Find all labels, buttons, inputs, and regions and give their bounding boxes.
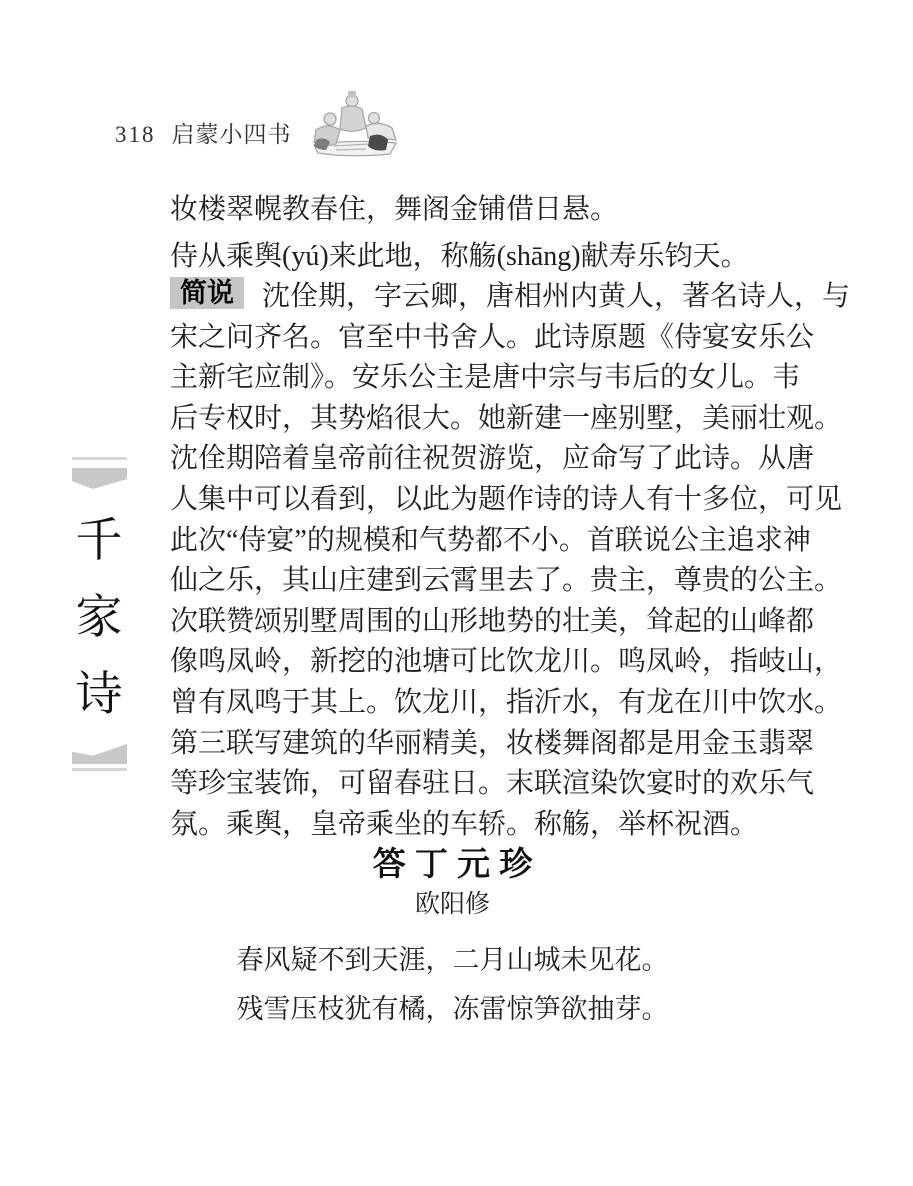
commentary-line: 主新宅应制》。安乐公主是唐中宗与韦后的女儿。韦 — [170, 362, 801, 394]
poem-author: 欧阳修 — [414, 891, 490, 918]
commentary-line: 后专权时，其势焰很大。她新建一座别墅，美丽壮观。 — [170, 402, 843, 434]
sidebar-series-title — [71, 503, 127, 734]
page-number: 318 — [115, 122, 156, 147]
commentary-line — [170, 277, 851, 318]
commentary-line: 等珍宝装饰，可留春驻日。末联渲染饮宴时的欢乐气 — [170, 768, 815, 800]
poem-line: 侍从乘舆(yú)来此地，称觞(shāng)献寿乐钧天。 — [170, 241, 749, 272]
sidebar-bottom-rule — [72, 768, 127, 771]
poem-line: 妆楼翠幌教春住，舞阁金铺借日悬。 — [170, 194, 619, 225]
commentary-line: 宋之问齐名。官至中书舍人。此诗原题《侍宴安乐公 — [170, 321, 815, 353]
series-title-char: 千 — [75, 515, 123, 567]
commentary-line: 此次“侍宴”的规模和气势都不小。首联说公主追求神 — [170, 524, 811, 556]
page-header — [115, 116, 292, 149]
commentary-line: 人集中可以看到，以此为题作诗的诗人有十多位，可见 — [170, 483, 843, 515]
commentary-line: 仙之乐，其山庄建到云霄里去了。贵主，尊贵的公主。 — [170, 565, 843, 597]
commentary-line: 曾有凤鸣于其上。饮龙川，指沂水，有龙在川中饮水。 — [170, 686, 843, 718]
poem-line: 残雪压枝犹有橘，冻雷惊笋欲抽芽。 — [236, 994, 669, 1024]
series-title-char: 家 — [75, 592, 123, 644]
commentary-line: 第三联写建筑的华丽精美，妆楼舞阁都是用金玉翡翠 — [170, 727, 815, 759]
poem-title: 答 丁 元 珍 — [372, 845, 533, 882]
commentary-line: 氛。乘舆，皇帝乘坐的车轿。称觞，举杯祝酒。 — [170, 808, 759, 840]
commentary-text: 沈佺期，字云卿，唐相州内黄人，著名诗人，与 — [262, 281, 851, 312]
ink-blob — [368, 135, 388, 151]
commentary-line: 次联赞颂别墅周围的山形地势的壮美，耸起的山峰都 — [170, 605, 815, 637]
commentary-section — [170, 277, 851, 845]
book-title: 启蒙小四书 — [171, 122, 292, 147]
children-writing-illustration — [300, 88, 408, 160]
next-poem — [0, 936, 905, 1034]
poem-line: 春风疑不到天涯，二月山城未见花。 — [236, 945, 669, 975]
sidebar-bottom-ornament — [72, 744, 127, 764]
commentary-line: 沈佺期陪着皇帝前往祝贺游览，应命写了此诗。从唐 — [170, 443, 815, 475]
commentary-line: 像鸣凤岭，新挖的池塘可比饮龙川。鸣凤岭，指岐山， — [170, 646, 843, 678]
sidebar-top-rule — [72, 457, 127, 460]
previous-poem — [170, 186, 810, 280]
section-label: 简说 — [170, 277, 244, 309]
series-title-char: 诗 — [75, 669, 123, 721]
sidebar-top-ornament — [72, 468, 127, 489]
